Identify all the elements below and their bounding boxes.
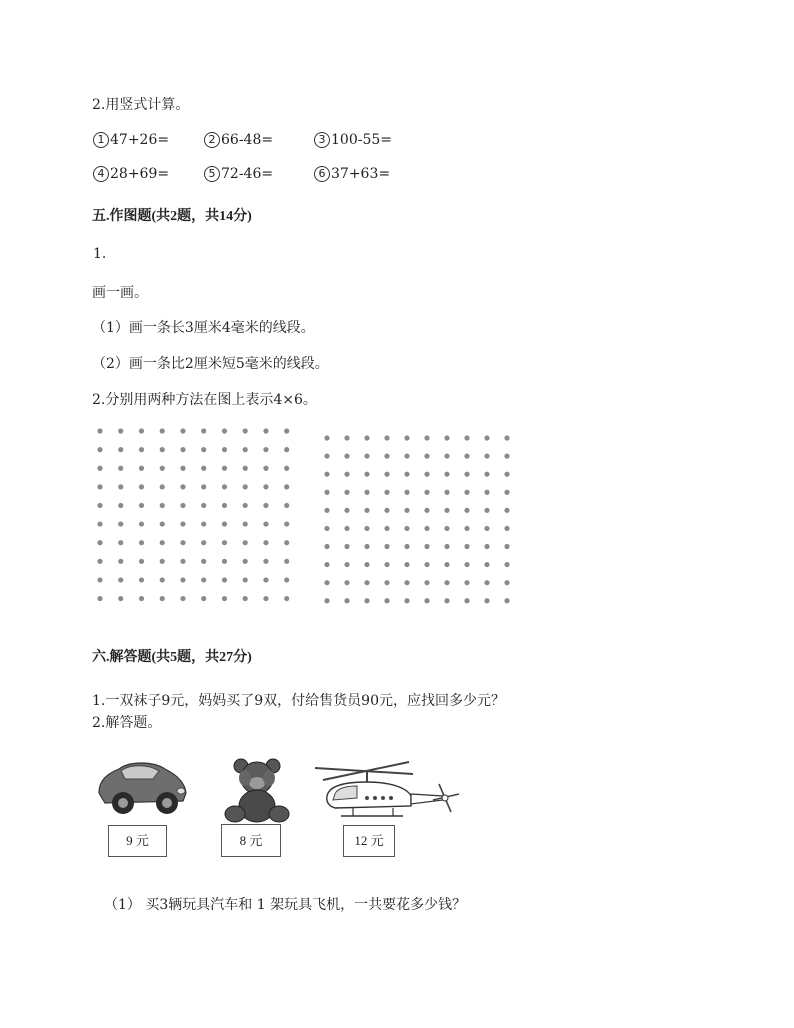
grid-dot[interactable]: [504, 598, 509, 603]
grid-dot[interactable]: [484, 490, 489, 495]
grid-dot[interactable]: [444, 435, 449, 440]
grid-dot[interactable]: [324, 544, 329, 549]
grid-dot[interactable]: [464, 544, 469, 549]
circled-number: 3: [314, 132, 330, 148]
grid-dot[interactable]: [118, 521, 123, 526]
grid-dot[interactable]: [344, 472, 349, 477]
grid-dot[interactable]: [118, 577, 123, 582]
grid-dot[interactable]: [464, 490, 469, 495]
grid-dot[interactable]: [404, 562, 409, 567]
calc-expression: 28+69=: [110, 166, 170, 182]
grid-dot[interactable]: [344, 508, 349, 513]
grid-dot[interactable]: [201, 466, 206, 471]
grid-dot[interactable]: [222, 447, 227, 452]
grid-dot[interactable]: [243, 428, 248, 433]
calc-expression: 66-48=: [221, 132, 274, 148]
grid-dot[interactable]: [180, 484, 185, 489]
grid-dot[interactable]: [139, 577, 144, 582]
grid-dot[interactable]: [324, 526, 329, 531]
grid-dot[interactable]: [222, 428, 227, 433]
answer-question-2: 2.解答题。: [92, 715, 162, 731]
grid-dot[interactable]: [222, 466, 227, 471]
grid-dot[interactable]: [160, 596, 165, 601]
grid-dot[interactable]: [384, 490, 389, 495]
grid-dot[interactable]: [464, 435, 469, 440]
grid-dot[interactable]: [243, 503, 248, 508]
circled-number: 2: [204, 132, 220, 148]
grid-dot[interactable]: [464, 580, 469, 585]
grid-dot[interactable]: [504, 453, 509, 458]
grid-dot[interactable]: [364, 562, 369, 567]
grid-dot[interactable]: [384, 453, 389, 458]
grid-dot[interactable]: [97, 540, 102, 545]
grid-dot[interactable]: [118, 466, 123, 471]
grid-dot[interactable]: [263, 577, 268, 582]
calc-problem-2: [204, 132, 273, 148]
grid-dot[interactable]: [464, 508, 469, 513]
grid-dot[interactable]: [384, 580, 389, 585]
grid-dot[interactable]: [424, 490, 429, 495]
grid-dot[interactable]: [97, 447, 102, 452]
grid-dot[interactable]: [139, 540, 144, 545]
grid-dot[interactable]: [222, 596, 227, 601]
grid-dot[interactable]: [384, 472, 389, 477]
grid-dot[interactable]: [180, 596, 185, 601]
grid-dot[interactable]: [324, 598, 329, 603]
grid-dot[interactable]: [222, 503, 227, 508]
grid-dot[interactable]: [118, 428, 123, 433]
calc-problem-1: [93, 132, 169, 148]
grid-dot[interactable]: [180, 540, 185, 545]
grid-dot[interactable]: [384, 508, 389, 513]
circled-number: 6: [314, 166, 330, 182]
grid-dot[interactable]: [284, 503, 289, 508]
teddy-bear-icon: [221, 756, 293, 824]
grid-dot[interactable]: [284, 466, 289, 471]
grid-dot[interactable]: [424, 544, 429, 549]
grid-dot[interactable]: [243, 484, 248, 489]
grid-dot[interactable]: [222, 521, 227, 526]
grid-dot[interactable]: [424, 472, 429, 477]
grid-dot[interactable]: [118, 540, 123, 545]
grid-dot[interactable]: [364, 580, 369, 585]
grid-dot[interactable]: [243, 540, 248, 545]
grid-dot[interactable]: [284, 559, 289, 564]
grid-dot[interactable]: [344, 490, 349, 495]
grid-dot[interactable]: [263, 484, 268, 489]
grid-dot[interactable]: [464, 526, 469, 531]
grid-dot[interactable]: [118, 596, 123, 601]
calc-expression: 47+26=: [110, 132, 170, 148]
grid-dot[interactable]: [222, 484, 227, 489]
grid-dot[interactable]: [201, 503, 206, 508]
grid-dot[interactable]: [464, 598, 469, 603]
grid-dot[interactable]: [139, 484, 144, 489]
grid-dot[interactable]: [263, 540, 268, 545]
grid-dot[interactable]: [464, 562, 469, 567]
grid-dot[interactable]: [444, 544, 449, 549]
grid-dot[interactable]: [180, 447, 185, 452]
grid-dot[interactable]: [201, 577, 206, 582]
calc-problem-3: [314, 132, 392, 148]
grid-dot[interactable]: [201, 559, 206, 564]
grid-dot[interactable]: [424, 435, 429, 440]
grid-dot[interactable]: [160, 521, 165, 526]
grid-dot[interactable]: [139, 466, 144, 471]
helicopter-icon: [313, 760, 463, 826]
grid-dot[interactable]: [201, 484, 206, 489]
grid-dot[interactable]: [344, 580, 349, 585]
grid-dot[interactable]: [504, 508, 509, 513]
answer-question-2-part-1: （1） 买3辆玩具汽车和 1 架玩具飞机，一共要花多少钱？: [104, 897, 467, 913]
circled-number: 1: [93, 132, 109, 148]
grid-dot[interactable]: [97, 503, 102, 508]
grid-dot[interactable]: [324, 435, 329, 440]
grid-dot[interactable]: [139, 559, 144, 564]
grid-dot[interactable]: [424, 598, 429, 603]
grid-dot[interactable]: [324, 508, 329, 513]
grid-dot[interactable]: [263, 559, 268, 564]
grid-dot[interactable]: [444, 562, 449, 567]
grid-dot[interactable]: [201, 447, 206, 452]
grid-dot[interactable]: [97, 466, 102, 471]
grid-dot[interactable]: [118, 484, 123, 489]
grid-dot[interactable]: [384, 544, 389, 549]
grid-dot[interactable]: [139, 596, 144, 601]
grid-dot[interactable]: [263, 596, 268, 601]
grid-dot[interactable]: [424, 526, 429, 531]
grid-dot[interactable]: [384, 435, 389, 440]
grid-dot[interactable]: [97, 577, 102, 582]
dot-grid-left[interactable]: [96, 427, 291, 602]
grid-dot[interactable]: [160, 559, 165, 564]
grid-dot[interactable]: [484, 435, 489, 440]
dot-grid-right[interactable]: [323, 434, 511, 604]
grid-dot[interactable]: [118, 503, 123, 508]
grid-dot[interactable]: [263, 521, 268, 526]
grid-dot[interactable]: [160, 577, 165, 582]
grid-dot[interactable]: [364, 598, 369, 603]
grid-dot[interactable]: [201, 596, 206, 601]
grid-dot[interactable]: [344, 526, 349, 531]
grid-dot[interactable]: [484, 508, 489, 513]
grid-dot[interactable]: [160, 447, 165, 452]
grid-dot[interactable]: [384, 526, 389, 531]
grid-dot[interactable]: [444, 580, 449, 585]
grid-dot[interactable]: [180, 577, 185, 582]
drawing-part-2: （2）画一条比2厘米短5毫米的线段。: [92, 356, 329, 372]
grid-dot[interactable]: [444, 472, 449, 477]
bear-price-tag: 8 元: [221, 824, 281, 857]
grid-dot[interactable]: [364, 526, 369, 531]
grid-dot[interactable]: [284, 484, 289, 489]
grid-dot[interactable]: [97, 484, 102, 489]
grid-dot[interactable]: [404, 453, 409, 458]
circled-number: 4: [93, 166, 109, 182]
grid-dot[interactable]: [324, 580, 329, 585]
grid-dot[interactable]: [344, 598, 349, 603]
grid-dot[interactable]: [444, 508, 449, 513]
grid-dot[interactable]: [222, 559, 227, 564]
calc-expression: 37+63=: [331, 166, 391, 182]
grid-dot[interactable]: [404, 544, 409, 549]
calc-expression: 72-46=: [221, 166, 274, 182]
grid-dot[interactable]: [424, 508, 429, 513]
grid-dot[interactable]: [364, 544, 369, 549]
grid-dot[interactable]: [344, 544, 349, 549]
grid-dot[interactable]: [139, 521, 144, 526]
grid-dot[interactable]: [284, 521, 289, 526]
grid-dot[interactable]: [504, 544, 509, 549]
grid-dot[interactable]: [201, 521, 206, 526]
grid-dot[interactable]: [284, 596, 289, 601]
grid-dot[interactable]: [504, 490, 509, 495]
dot-grid-question: 2.分别用两种方法在图上表示4×6。: [92, 392, 317, 408]
calc-problem-5: [204, 166, 273, 182]
grid-dot[interactable]: [222, 577, 227, 582]
circled-number: 5: [204, 166, 220, 182]
grid-dot[interactable]: [444, 453, 449, 458]
grid-dot[interactable]: [180, 428, 185, 433]
grid-dot[interactable]: [118, 559, 123, 564]
grid-dot[interactable]: [364, 435, 369, 440]
grid-dot[interactable]: [484, 526, 489, 531]
grid-dot[interactable]: [97, 428, 102, 433]
grid-dot[interactable]: [324, 472, 329, 477]
grid-dot[interactable]: [484, 598, 489, 603]
grid-dot[interactable]: [160, 428, 165, 433]
grid-dot[interactable]: [464, 453, 469, 458]
grid-dot[interactable]: [444, 526, 449, 531]
grid-dot[interactable]: [404, 526, 409, 531]
helicopter-price-tag: 12 元: [343, 825, 395, 857]
grid-dot[interactable]: [384, 598, 389, 603]
grid-dot[interactable]: [504, 526, 509, 531]
grid-dot[interactable]: [404, 472, 409, 477]
grid-dot[interactable]: [404, 508, 409, 513]
grid-dot[interactable]: [364, 490, 369, 495]
grid-dot[interactable]: [284, 428, 289, 433]
grid-dot[interactable]: [504, 562, 509, 567]
grid-dot[interactable]: [263, 466, 268, 471]
grid-dot[interactable]: [404, 490, 409, 495]
grid-dot[interactable]: [324, 490, 329, 495]
grid-dot[interactable]: [243, 559, 248, 564]
grid-dot[interactable]: [504, 435, 509, 440]
grid-dot[interactable]: [484, 562, 489, 567]
grid-dot[interactable]: [243, 447, 248, 452]
grid-dot[interactable]: [424, 580, 429, 585]
calc-expression: 100-55=: [331, 132, 392, 148]
grid-dot[interactable]: [444, 490, 449, 495]
grid-dot[interactable]: [484, 544, 489, 549]
car-price-tag: 9 元: [108, 825, 167, 857]
grid-dot[interactable]: [344, 453, 349, 458]
grid-dot[interactable]: [364, 508, 369, 513]
grid-dot[interactable]: [263, 503, 268, 508]
grid-dot[interactable]: [284, 540, 289, 545]
grid-dot[interactable]: [160, 484, 165, 489]
grid-dot[interactable]: [444, 598, 449, 603]
grid-dot[interactable]: [384, 562, 389, 567]
grid-dot[interactable]: [139, 447, 144, 452]
drawing-question-title: 画一画。: [92, 285, 148, 301]
grid-dot[interactable]: [180, 521, 185, 526]
section-five-heading: 五.作图题(共2题，共14分): [92, 209, 252, 224]
grid-dot[interactable]: [243, 596, 248, 601]
grid-dot[interactable]: [324, 562, 329, 567]
grid-dot[interactable]: [284, 447, 289, 452]
question-number: 1.: [93, 246, 107, 262]
toy-car-icon: [95, 757, 190, 817]
grid-dot[interactable]: [97, 521, 102, 526]
grid-dot[interactable]: [180, 559, 185, 564]
calc-problem-4: [93, 166, 169, 182]
grid-dot[interactable]: [139, 503, 144, 508]
grid-dot[interactable]: [263, 447, 268, 452]
grid-dot[interactable]: [504, 472, 509, 477]
grid-dot[interactable]: [364, 453, 369, 458]
grid-dot[interactable]: [201, 428, 206, 433]
grid-dot[interactable]: [424, 453, 429, 458]
grid-dot[interactable]: [118, 447, 123, 452]
grid-dot[interactable]: [344, 562, 349, 567]
grid-dot[interactable]: [364, 472, 369, 477]
grid-dot[interactable]: [97, 559, 102, 564]
grid-dot[interactable]: [160, 503, 165, 508]
calc-problem-6: [314, 166, 390, 182]
grid-dot[interactable]: [263, 428, 268, 433]
grid-dot[interactable]: [324, 453, 329, 458]
grid-dot[interactable]: [243, 466, 248, 471]
grid-dot[interactable]: [484, 580, 489, 585]
grid-dot[interactable]: [284, 577, 289, 582]
grid-dot[interactable]: [222, 540, 227, 545]
grid-dot[interactable]: [484, 453, 489, 458]
grid-dot[interactable]: [404, 580, 409, 585]
grid-dot[interactable]: [404, 598, 409, 603]
drawing-part-1: （1）画一条长3厘米4毫米的线段。: [92, 320, 315, 336]
grid-dot[interactable]: [243, 521, 248, 526]
grid-dot[interactable]: [424, 562, 429, 567]
grid-dot[interactable]: [97, 596, 102, 601]
grid-dot[interactable]: [504, 580, 509, 585]
section-six-heading: 六.解答题(共5题，共27分): [92, 650, 252, 665]
grid-dot[interactable]: [464, 472, 469, 477]
grid-dot[interactable]: [180, 503, 185, 508]
grid-dot[interactable]: [243, 577, 248, 582]
calc-question-title: 2.用竖式计算。: [92, 97, 190, 113]
grid-dot[interactable]: [344, 435, 349, 440]
grid-dot[interactable]: [160, 466, 165, 471]
grid-dot[interactable]: [201, 540, 206, 545]
grid-dot[interactable]: [139, 428, 144, 433]
grid-dot[interactable]: [180, 466, 185, 471]
answer-question-1: 1.一双袜子9元，妈妈买了9双，付给售货员90元，应找回多少元？: [92, 693, 505, 709]
grid-dot[interactable]: [404, 435, 409, 440]
grid-dot[interactable]: [160, 540, 165, 545]
grid-dot[interactable]: [484, 472, 489, 477]
